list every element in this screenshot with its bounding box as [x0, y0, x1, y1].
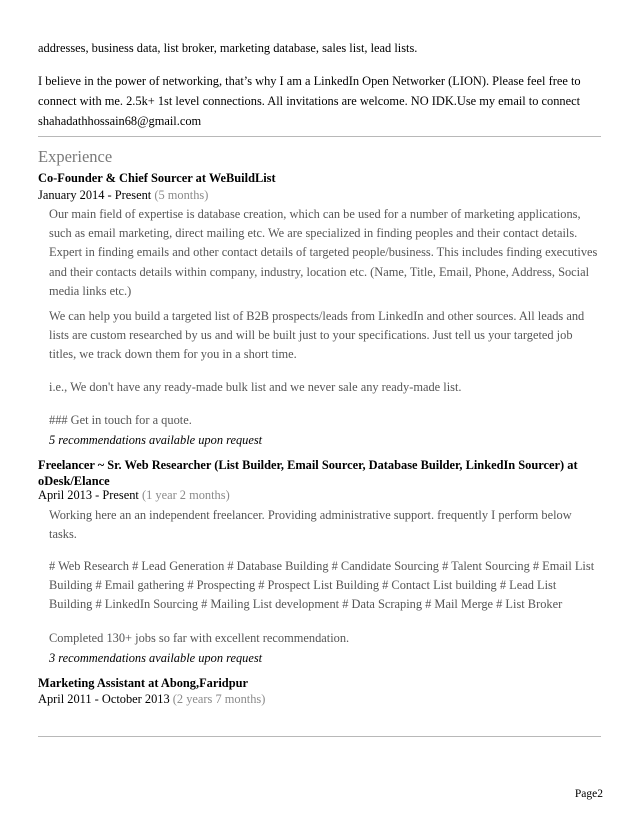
description-paragraph: i.e., We don't have any ready-made bulk list and we never sale any ready-made list. [49, 380, 462, 394]
summary-tail-text: addresses, business data, list broker, marketing database, sales list, lead lists. [38, 41, 418, 55]
page-number: Page2 [574, 788, 603, 800]
recommendations-note: 3 recommendations available upon request [49, 651, 263, 665]
description-paragraph: We can help you build a targeted list of B2B prospects/leads from LinkedIn and other sources. All leads and lists are custom researched by us and will be built just to your specifications. Just tell us your targeted job titles, we track down them for you in a short time. [49, 309, 585, 362]
description-paragraph: ### Get in touch for a quote. [49, 413, 192, 427]
job-description-cofounder-2 [49, 307, 601, 365]
job-description-cofounder [49, 205, 601, 301]
job-title-marketing-assistant: Marketing Assistant at Abong,Faridpur [38, 676, 248, 690]
job-dates-marketing-assistant [38, 690, 265, 708]
section-divider [38, 136, 601, 137]
description-paragraph: Working here an an independent freelancer. Providing administrative support. frequently I perform below tasks. [49, 508, 572, 542]
description-paragraph: Completed 130+ jobs so far with excellent recommendation. [49, 631, 350, 645]
job-date-range: April 2011 - October 2013 [38, 692, 170, 706]
job-description-cofounder-4 [49, 411, 601, 430]
description-paragraph: Our main field of expertise is database creation, which can be used for a number of marketing applications, such as email marketing, direct mailing etc. We are specialized in finding peoples and their contact details. Expert in finding emails and other contact details of targeted people/business. This includes finding executives and their contacts details within company, industry, location etc. (Name, Title, Email, Phone, Address, Social media links etc.) [49, 207, 598, 298]
job-description-freelancer [49, 506, 601, 544]
recommendations-note: 5 recommendations available upon request [49, 433, 263, 447]
job-date-range: January 2014 - Present [38, 188, 152, 202]
job-description-cofounder-3 [49, 378, 601, 397]
networking-paragraph: I believe in the power of networking, that’s why I am a LinkedIn Open Networker (LION). Please feel free to connect with me. 2.5k+ 1st level connections. All invitations are welcome. NO IDK.Use my email to connect shahadathhossain68@gmail.com [38, 74, 581, 128]
job-date-range: April 2013 - Present [38, 488, 139, 502]
job-title-cofounder: Co-Founder & Chief Sourcer at WeBuildList [38, 171, 276, 185]
job-dates-cofounder [38, 186, 208, 204]
job-duration: (2 years 7 months) [172, 692, 266, 706]
job-duration: (1 year 2 months) [141, 488, 230, 502]
job-description-freelancer-3 [49, 629, 601, 648]
job-duration: (5 months) [154, 188, 209, 202]
footer-divider [38, 736, 601, 737]
description-paragraph: # Web Research # Lead Generation # Database Building # Candidate Sourcing # Talent Sourcing # Email List Building # Email gathering # Prospecting # Prospect List Building # Contact List building # Lead List Building # LinkedIn Sourcing # Mailing List development # Data Scraping # Mail Merge # List Broker [49, 559, 595, 612]
job-title-freelancer: Freelancer ~ Sr. Web Researcher (List Builder, Email Sourcer, Database Builder, LinkedIn Sourcer) at oDesk/Elance [38, 458, 578, 488]
job-dates-freelancer [38, 486, 230, 504]
experience-heading: Experience [38, 147, 113, 166]
job-description-freelancer-2 [49, 557, 601, 615]
